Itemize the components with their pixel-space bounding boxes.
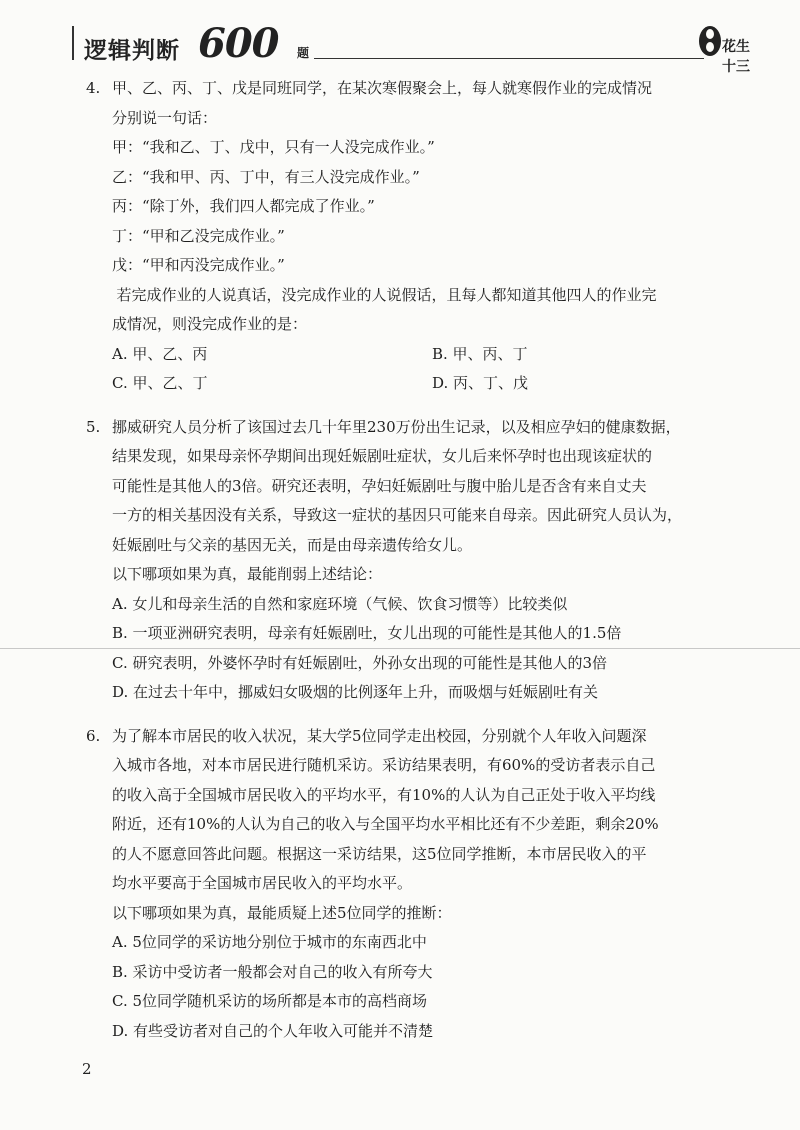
scan-fold-line <box>0 648 800 649</box>
option-a: A. 甲、乙、丙 <box>112 344 208 363</box>
book-title-suffix: 题 <box>297 46 310 60</box>
statement-wu: 戊：“甲和丙没完成作业。” <box>112 256 285 274</box>
question-stem-line: 为了解本市居民的收入状况，某大学5位同学走出校园，分别就个人年收入问题深 <box>112 726 647 745</box>
book-title: 逻辑判断 <box>84 38 180 64</box>
options <box>112 340 728 399</box>
statement-jia: 甲：“我和乙、丁、戊中，只有一人没完成作业。” <box>112 138 435 156</box>
header-left-rule <box>72 26 74 60</box>
statement-ding: 丁：“甲和乙没完成作业。” <box>112 226 285 245</box>
option-d: D. 有些受访者对自己的个人年收入可能并不清楚 <box>112 1021 434 1040</box>
page-content <box>88 74 728 1046</box>
option-a: A. 女儿和母亲生活的自然和家庭环境（气候、饮食习惯等）比较类似 <box>112 594 568 613</box>
statement-bing: 丙：“除丁外，我们四人都完成了作业。” <box>112 197 375 215</box>
page-number: 2 <box>82 1060 92 1078</box>
question-stem-line: 均水平要高于全国城市居民收入的平均水平。 <box>112 874 413 892</box>
question-stem-line: 分别说一句话： <box>112 108 218 127</box>
question-number: 4. <box>86 79 101 97</box>
question-stem-line: 甲、乙、丙、丁、戊是同班同学，在某次寒假聚会上，每人就寒假作业的完成情况 <box>112 79 653 97</box>
brand-name: 花生十三 <box>722 39 750 75</box>
question-stem-line: 挪威研究人员分析了该国过去几十年里230万份出生记录，以及相应孕妇的健康数据， <box>112 417 681 436</box>
statement-yi: 乙：“我和甲、丙、丁中，有三人没完成作业。” <box>112 167 420 186</box>
option-a: A. 5位同学的采访地分别位于城市的东南西北中 <box>112 933 427 951</box>
option-c: C. 5位同学随机采访的场所都是本市的高档商场 <box>112 992 428 1010</box>
option-b: B. 一项亚洲研究表明，母亲有妊娠剧吐，女儿出现的可能性是其他人的1.5倍 <box>112 624 622 642</box>
book-title-number: 600 <box>198 20 279 67</box>
question-6 <box>88 722 728 1047</box>
option-b: B. 采访中受访者一般都会对自己的收入有所夸大 <box>112 962 433 981</box>
header-rule <box>314 58 704 59</box>
option-d: D. 丙、丁、戊 <box>432 374 529 392</box>
option-b: B. 甲、丙、丁 <box>432 344 528 363</box>
question-stem-line: 一方的相关基因没有关系，导致这一症状的基因只可能来自母亲。因此研究人员认为， <box>112 506 683 524</box>
page-header <box>72 16 752 75</box>
question-stem-line: 入城市各地，对本市居民进行随机采访。采访结果表明，有60%的受访者表示自己 <box>112 756 656 774</box>
question-number: 5. <box>86 417 101 436</box>
question-ask: 以下哪项如果为真，最能质疑上述5位同学的推断： <box>112 903 452 922</box>
question-ask: 以下哪项如果为真，最能削弱上述结论： <box>112 565 383 583</box>
question-4 <box>88 74 728 399</box>
option-c: C. 甲、乙、丁 <box>112 374 208 392</box>
question-stem-line: 结果发现，如果母亲怀孕期间出现妊娠剧吐症状，女儿后来怀孕时也出现该症状的 <box>112 447 653 465</box>
condition-line: 成情况，则没完成作业的是： <box>112 315 308 333</box>
question-stem-line: 的人不愿意回答此问题。根据这一采访结果，这5位同学推断，本市居民收入的平 <box>112 844 647 863</box>
question-stem-line: 的收入高于全国城市居民收入的平均水平，有10%的人认为自己正处于收入平均线 <box>112 785 656 804</box>
question-stem-line: 可能性是其他人的3倍。研究还表明，孕妇妊娠剧吐与腹中胎儿是否含有来自丈夫 <box>112 476 647 495</box>
condition-line: 若完成作业的人说真话，没完成作业的人说假话，且每人都知道其他四人的作业完 <box>116 285 657 304</box>
question-stem-line: 妊娠剧吐与父亲的基因无关，而是由母亲遗传给女儿。 <box>112 535 473 554</box>
question-number: 6. <box>86 726 101 745</box>
option-c: C. 研究表明，外婆怀孕时有妊娠剧吐，外孙女出现的可能性是其他人的3倍 <box>112 653 608 672</box>
question-stem-line: 附近，还有10%的人认为自己的收入与全国平均水平相比还有不少差距，剩余20% <box>112 815 659 833</box>
option-d: D. 在过去十年中，挪威妇女吸烟的比例逐年上升，而吸烟与妊娠剧吐有关 <box>112 683 599 701</box>
question-5 <box>88 413 728 708</box>
